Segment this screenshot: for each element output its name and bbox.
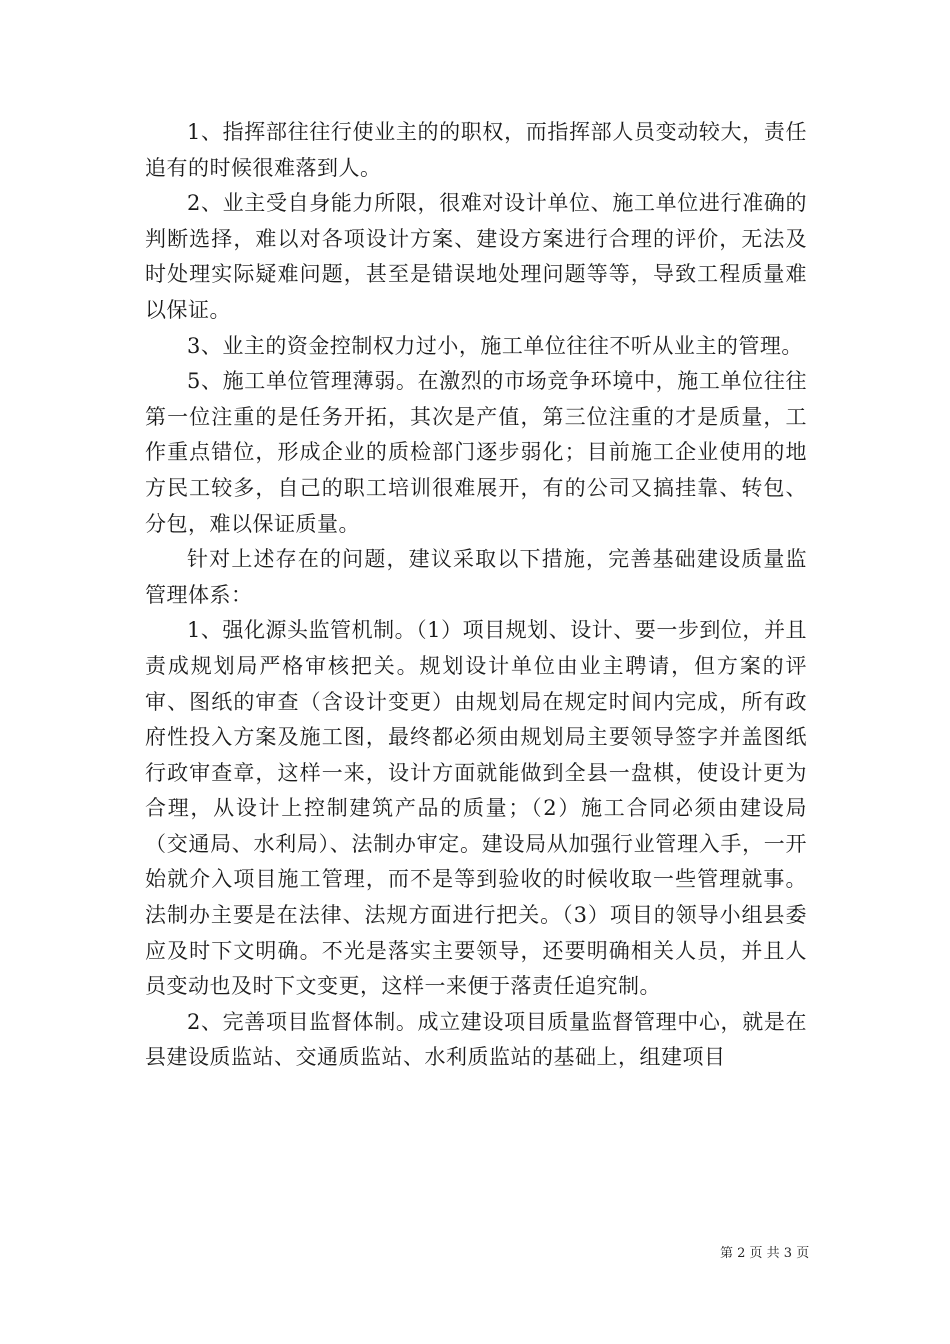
paragraph-1: 1、指挥部往往行使业主的的职权，而指挥部人员变动较大，责任追有的时候很难落到人。 [145,120,807,180]
paragraph-3: 3、业主的资金控制权力过小，施工单位往往不听从业主的管理。 [187,333,803,358]
paragraph-2: 2、业主受自身能力所限，很难对设计单位、施工单位进行准确的判断选择，难以对各项设计方案、建设方案进行合理的评价，无法及时处理实际疑难问题，甚至是错误地处理问题等等，导致工程质量难以保证。 [145,191,807,322]
page-number-footer: 第 2 页 共 3 页 [720,1246,810,1261]
paragraph-4: 5、施工单位管理薄弱。在激烈的市场竞争环境中，施工单位往往第一位注重的是任务开拓，其次是产值，第三位注重的才是质量，工作重点错位，形成企业的质检部门逐步弱化；目前施工企业使用的地方民工较多，自己的职工培训很难展开，有的公司又搞挂靠、转包、分包，难以保证质量。 [145,369,807,536]
paragraph-6: 1、强化源头监管机制。（1）项目规划、设计、要一步到位，并且责成规划局严格审核把关。规划设计单位由业主聘请，但方案的评审、图纸的审查（含设计变更）由规划局在规定时间内完成，所有政府性投入方案及施工图，最终都必须由规划局主要领导签字并盖图纸行政审查章，这样一来，设计方面就能做到全县一盘棋，使设计更为合理，从设计上控制建筑产品的质量；（2）施工合同必须由建设局（交通局、水利局）、法制办审定。建设局从加强行业管理入手，一开始就介入项目施工管理，而不是等到验收的时候收取一些管理就事。法制办主要是在法律、法规方面进行把关。（3）项目的领导小组县委应及时下文明确。不光是落实主要领导，还要明确相关人员，并且人员变动也及时下文变更，这样一来便于落责任追究制。 [145,618,807,999]
paragraph-5: 针对上述存在的问题，建议采取以下措施，完善基础建设质量监管理体系： [145,547,807,607]
document-body [145,115,807,1076]
paragraph-7: 2、完善项目监督体制。成立建设项目质量监督管理中心，就是在县建设质监站、交通质监站、水利质监站的基础上，组建项目 [145,1009,807,1070]
